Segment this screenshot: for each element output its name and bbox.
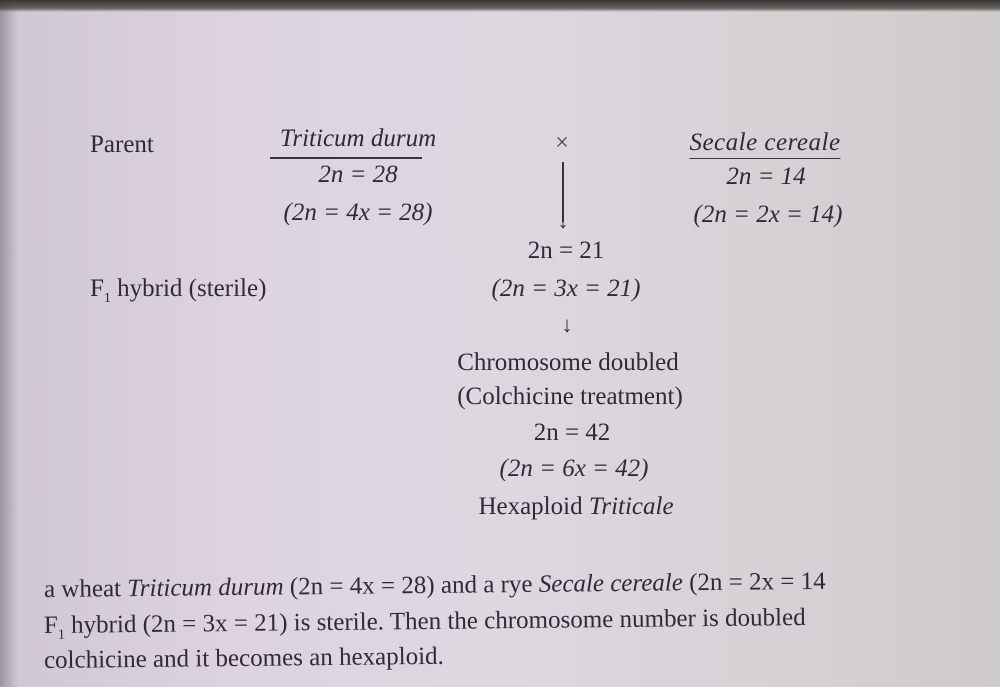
parent2-ploidy: (2n = 2x = 14) — [693, 201, 843, 228]
paragraph-text: hybrid (2n = 3x = 21) is sterile. Then the chromosome number is doubled — [64, 604, 806, 639]
parent1-chromosome-number: 2n = 28 — [318, 161, 398, 188]
f1-label-rest: hybrid (sterile) — [110, 275, 267, 302]
paragraph-text: a wheat — [43, 575, 128, 603]
paragraph-text: (2n = 2x = 14 — [682, 567, 826, 597]
page-left-shadow — [0, 0, 18, 687]
parent2-name: Secale cereale — [689, 128, 840, 159]
step-colchicine-treatment: (Colchicine treatment) — [457, 383, 683, 410]
result-ploidy: (2n = 6x = 42) — [499, 455, 649, 482]
result-name: Triticale — [588, 493, 674, 520]
f1-letter: F — [90, 275, 104, 302]
result-chromosome-number: 2n = 42 — [533, 419, 611, 446]
f1-subscript: 1 — [103, 291, 111, 306]
parent1-ploidy: (2n = 4x = 28) — [283, 199, 433, 226]
parent1-name: Triticum durum — [279, 125, 437, 152]
paragraph-subscript: 1 — [57, 627, 66, 643]
cross-symbol: × — [555, 130, 569, 156]
doubling-arrow-icon: ↓ — [561, 312, 573, 337]
hybrid-chromosome-number: 2n = 21 — [527, 237, 605, 264]
cross-arrow-head-icon: ↓ — [557, 208, 569, 233]
parent-label: Parent — [90, 131, 154, 158]
f1-hybrid-label — [90, 274, 266, 314]
paragraph-line-1 — [44, 567, 826, 605]
step-chromosome-doubled: Chromosome doubled — [457, 349, 679, 376]
paragraph-species-wheat: Triticum durum — [127, 573, 284, 603]
parent2-chromosome-number: 2n = 14 — [726, 163, 806, 190]
hybrid-ploidy: (2n = 3x = 21) — [491, 275, 641, 302]
parent1-name-rule — [270, 157, 422, 159]
result-hexaploid-triticale — [478, 492, 673, 522]
paragraph-text: F — [43, 611, 58, 639]
paragraph-species-rye: Secale cereale — [538, 569, 684, 598]
paragraph-text: (2n = 4x = 28) and a rye — [283, 570, 539, 601]
paragraph-line-3: colchicine and it becomes an hexaploid. — [43, 642, 444, 674]
page-top-shadow — [0, 0, 1000, 12]
result-prefix: Hexaploid — [478, 493, 589, 520]
